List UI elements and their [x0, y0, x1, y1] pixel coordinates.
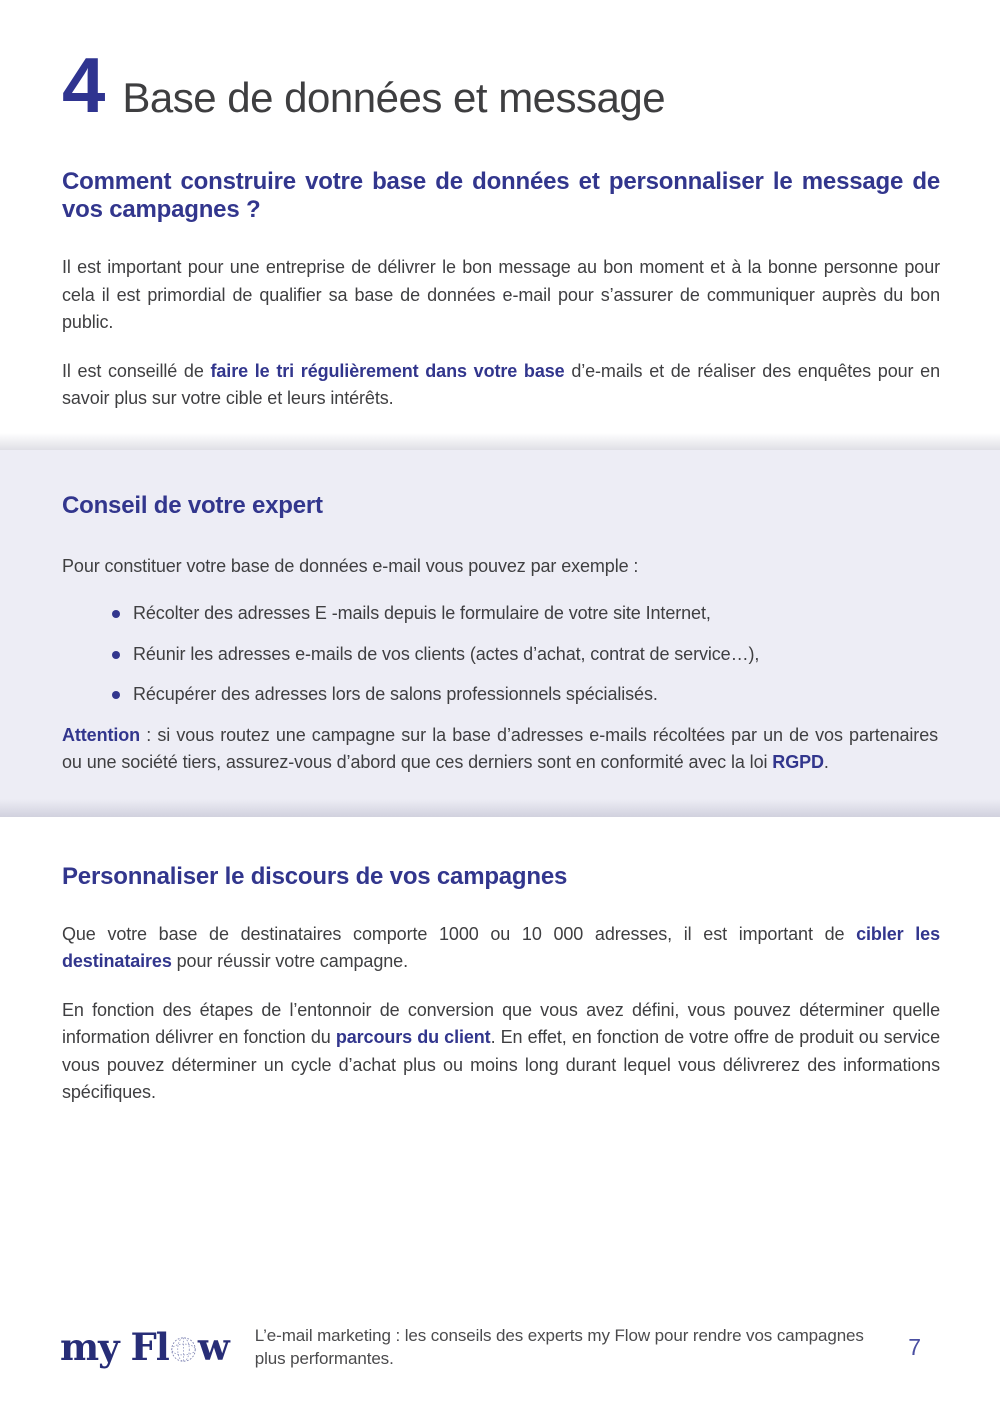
intro-paragraph-2-text-end: d’e-mails et de réaliser des enquêtes pour en savoir plus sur votre cible et leurs intérêts. — [62, 360, 941, 409]
intro-paragraph-2-text: Il est conseillé de — [62, 360, 211, 381]
chapter-number: 4 — [62, 41, 105, 129]
personalize-paragraph-1-text-end: pour réussir votre campagne. — [171, 951, 408, 972]
rgpd-emphasis: RGPD — [772, 752, 824, 773]
bullet-list — [62, 600, 938, 709]
personalize-paragraph-1 — [62, 921, 940, 976]
intro-section — [0, 168, 1000, 413]
bullet-item: Réunir les adresses e-mails de vos clients (actes d’achat, contrat de service…), — [112, 641, 938, 669]
footer-tagline: L’e-mail marketing : les conseils des experts my Flow pour rendre vos campagnes plus performantes. — [254, 1326, 864, 1368]
chapter-header — [0, 41, 1000, 129]
personalize-paragraph-2 — [62, 997, 940, 1107]
logo-text-start: my Fl — [60, 1325, 169, 1369]
personalize-paragraph-2-text: En fonction des étapes de l’entonnoir de conversion que vous avez défini, vous pouvez déterminer quelle information délivrer en fonction du — [62, 999, 940, 1048]
personalize-paragraph-1-text: Que votre base de destinataires comporte 1000 ou 10 000 adresses, il est important de — [62, 923, 857, 944]
panel-top-shadow — [0, 433, 1000, 450]
myflow-logo — [60, 1322, 229, 1372]
personalize-section — [0, 863, 1000, 1107]
expert-panel-intro: Pour constituer votre base de données e-mail vous pouvez par exemple : — [62, 555, 639, 576]
expert-panel-heading: Conseil de votre expert — [62, 491, 323, 519]
chapter-title: Base de données et message — [122, 74, 666, 121]
globe-icon — [170, 1328, 197, 1372]
intro-heading: Comment construire votre base de données et personnaliser le message de vos campagnes ? — [62, 168, 940, 224]
intro-paragraph-1: Il est important pour une entreprise de délivrer le bon message au bon moment et à la bonne personne pour cela il est primordial de qualifier sa base de données e-mail pour s’assurer de communiquer auprès du bon public. — [62, 257, 940, 333]
intro-paragraph-2-emphasis: faire le tri régulièrement dans votre base — [210, 360, 565, 381]
page-number: 7 — [908, 1333, 921, 1360]
bullet-item: Récolter des adresses E -mails depuis le formulaire de votre site Internet, — [112, 600, 938, 628]
attention-text-end: . — [823, 752, 829, 773]
logo-text-end: w — [197, 1325, 229, 1369]
expert-advice-panel — [0, 450, 1000, 817]
personalize-paragraph-2-emphasis: parcours du client — [335, 1027, 491, 1048]
page-footer — [60, 1322, 945, 1372]
attention-text: : si vous routez une campagne sur la base d’adresses e-mails récoltées par un de vos partenaires ou une société tiers, assurez-vous d’abord que ces derniers sont en conformité avec la loi — [62, 724, 938, 773]
attention-paragraph — [62, 722, 938, 777]
attention-label: Attention — [62, 724, 141, 745]
personalize-heading: Personnaliser le discours de vos campagnes — [62, 862, 568, 890]
personalize-paragraph-2-text-end: . En effet, en fonction de votre offre de produit ou service vous pouvez déterminer un cycle d’achat plus ou moins long durant lequel vous délivrerez des informations spécifiques. — [62, 1027, 940, 1103]
bullet-item: Récupérer des adresses lors de salons professionnels spécialisés. — [112, 681, 938, 709]
intro-paragraph-2 — [62, 358, 940, 413]
personalize-paragraph-1-emphasis: cibler les destinataires — [62, 923, 940, 972]
